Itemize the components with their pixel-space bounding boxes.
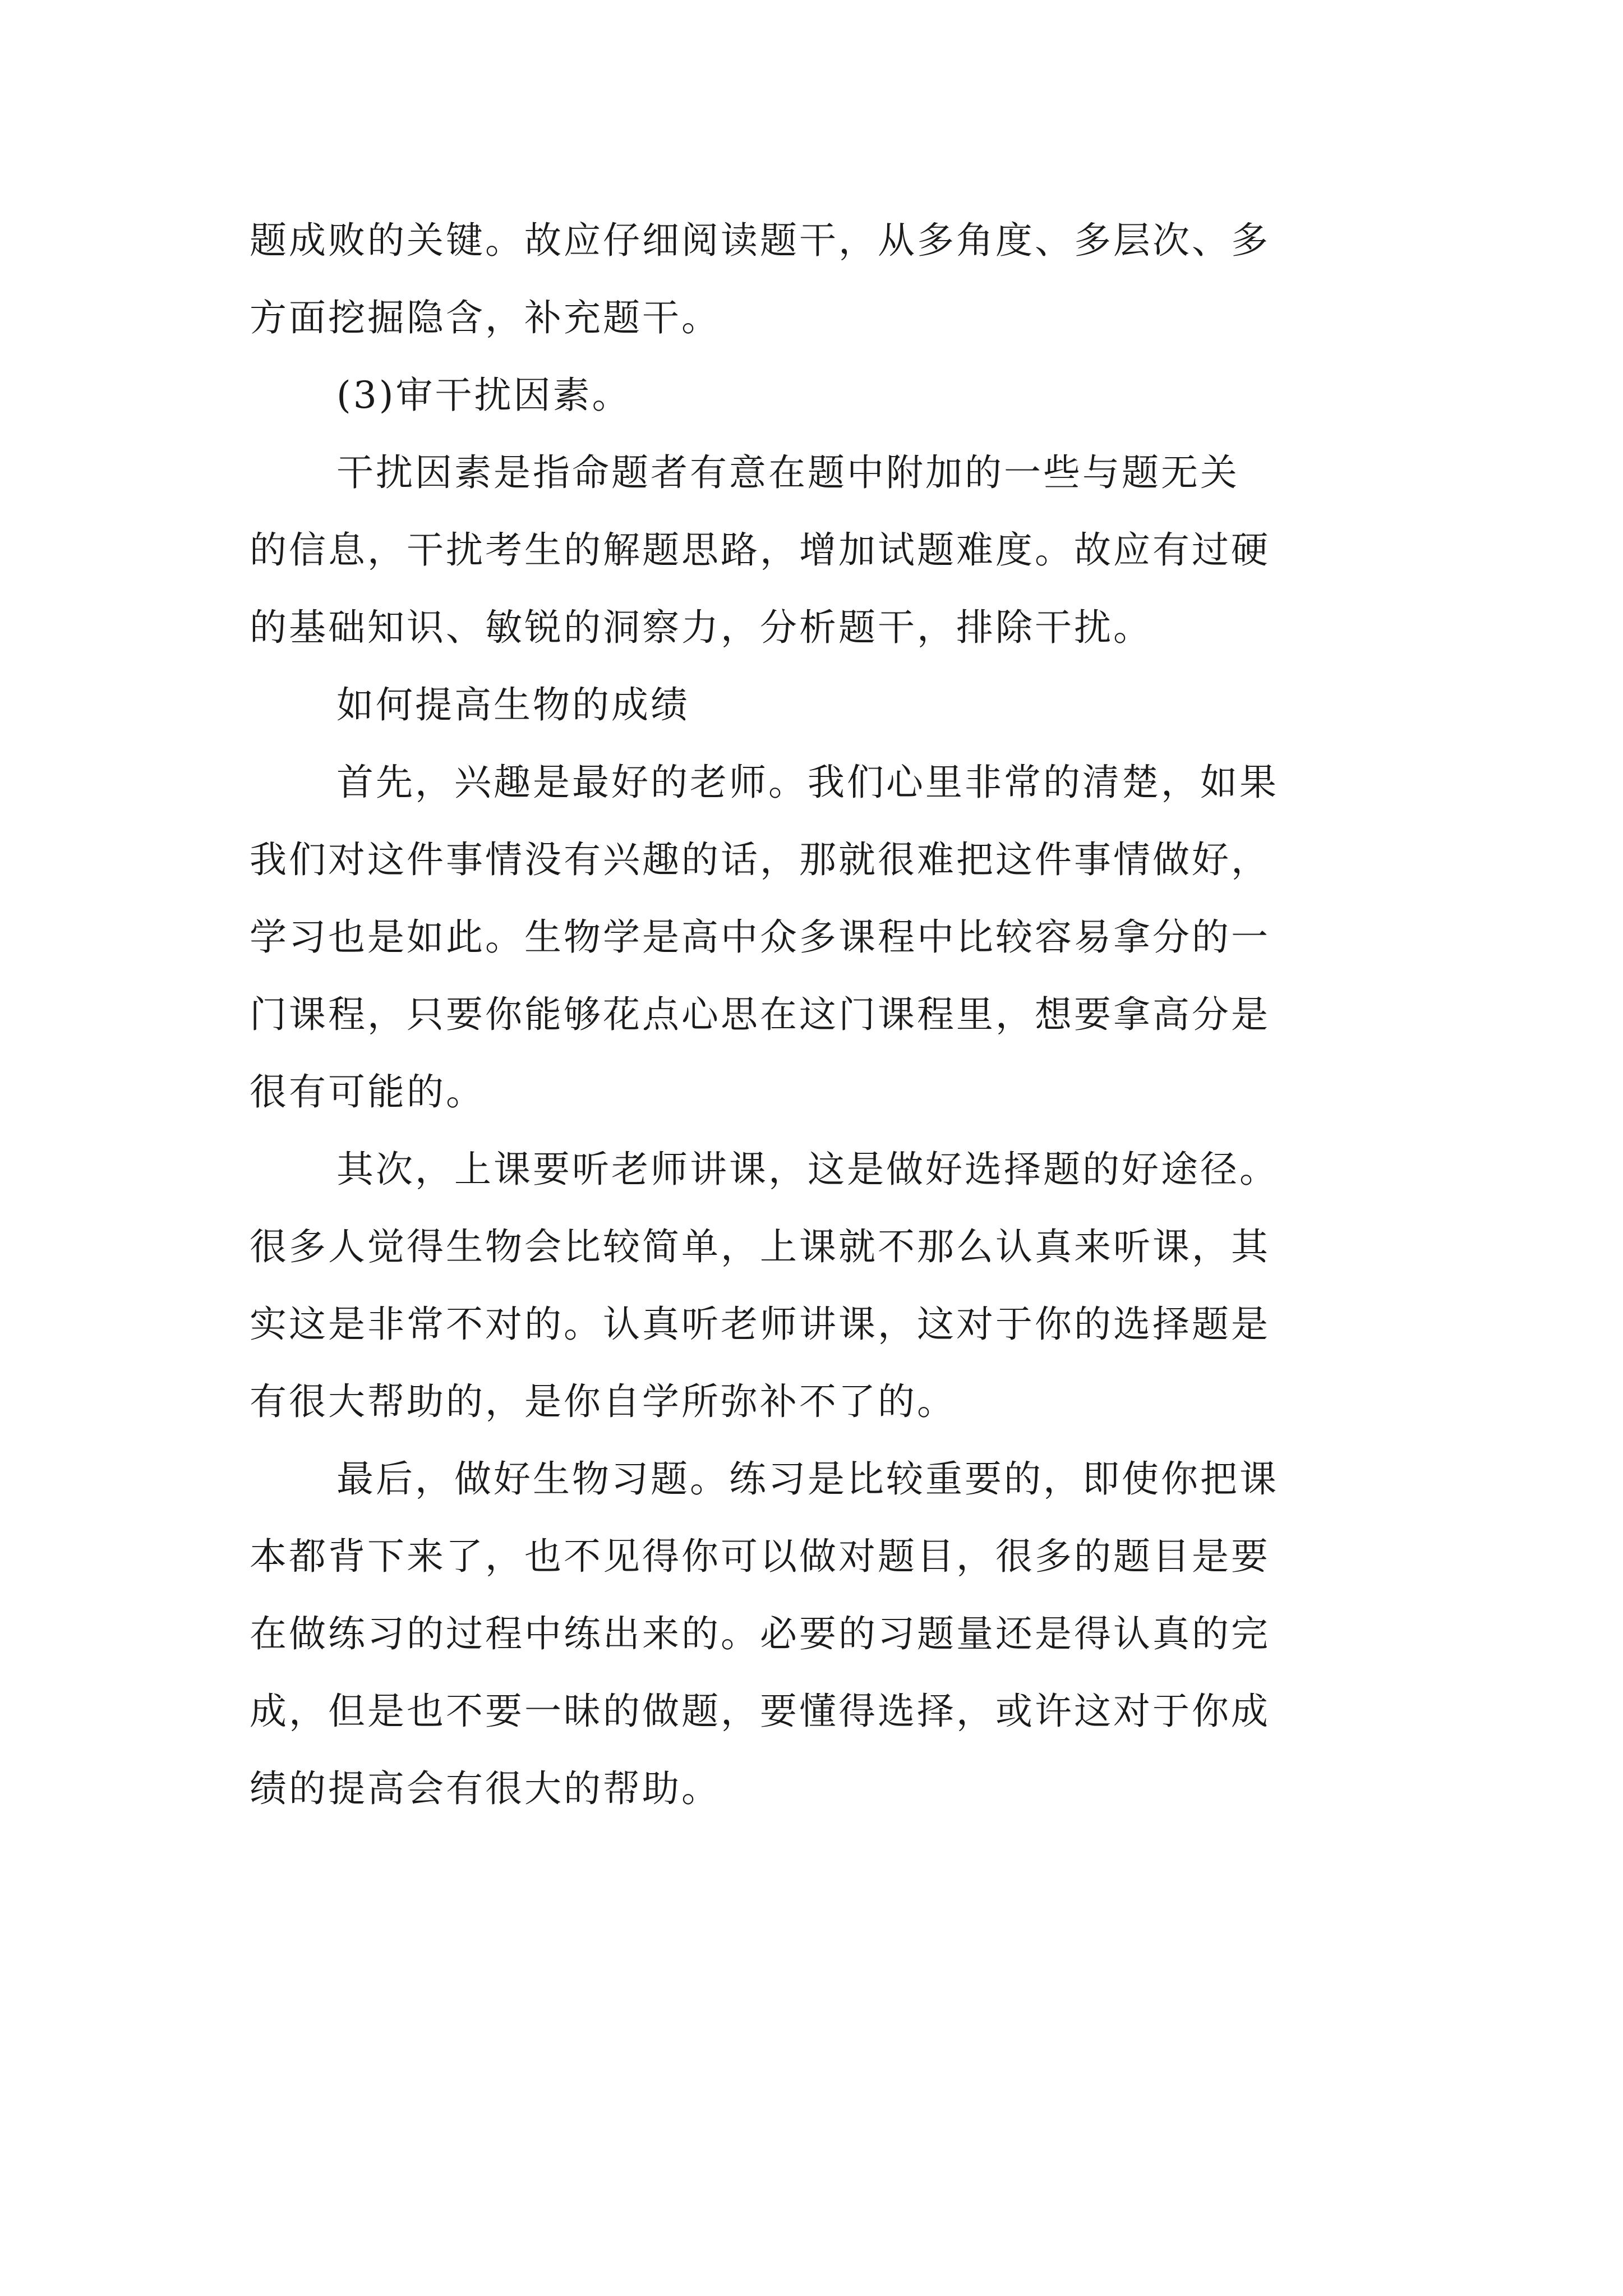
text-line: 在做练习的过程中练出来的。必要的习题量还是得认真的完 (250, 1612, 1270, 1655)
text-line: 有很大帮助的，是你自学所弥补不了的。 (250, 1380, 956, 1423)
text-line: 首先，兴趣是最好的老师。我们心里非常的清楚，如果 (336, 761, 1279, 804)
text-line: 我们对这件事情没有兴趣的话，那就很难把这件事情做好， (250, 838, 1270, 881)
text-line: 绩的提高会有很大的帮助。 (250, 1767, 721, 1810)
text-line: 题成败的关键。故应仔细阅读题干，从多角度、多层次、多 (250, 219, 1270, 262)
section-heading: 如何提高生物的成绩 (336, 683, 690, 726)
text-line: 学习也是如此。生物学是高中众多课程中比较容易拿分的一 (250, 915, 1270, 959)
text-line: (3)审干扰因素。 (336, 374, 631, 417)
text-line: 方面挖掘隐含，补充题干。 (250, 296, 721, 339)
text-line: 干扰因素是指命题者有意在题中附加的一些与题无关 (336, 451, 1239, 494)
text-line: 本都背下来了，也不见得你可以做对题目，很多的题目是要 (250, 1535, 1270, 1578)
text-line: 的信息，干扰考生的解题思路，增加试题难度。故应有过硬 (250, 528, 1270, 572)
text-line: 其次，上课要听老师讲课，这是做好选择题的好途径。 (336, 1148, 1279, 1191)
text-line: 很多人觉得生物会比较简单，上课就不那么认真来听课，其 (250, 1225, 1270, 1268)
text-line: 成，但是也不要一昧的做题，要懂得选择，或许这对于你成 (250, 1690, 1270, 1733)
text-line: 的基础知识、敏锐的洞察力，分析题干，排除干扰。 (250, 606, 1152, 649)
text-line: 实这是非常不对的。认真听老师讲课，这对于你的选择题是 (250, 1303, 1270, 1346)
text-line: 最后，做好生物习题。练习是比较重要的，即使你把课 (336, 1457, 1279, 1501)
document-body (250, 202, 1388, 1828)
text-line: 门课程，只要你能够花点心思在这门课程里，想要拿高分是 (250, 993, 1270, 1036)
text-line: 很有可能的。 (250, 1070, 485, 1114)
